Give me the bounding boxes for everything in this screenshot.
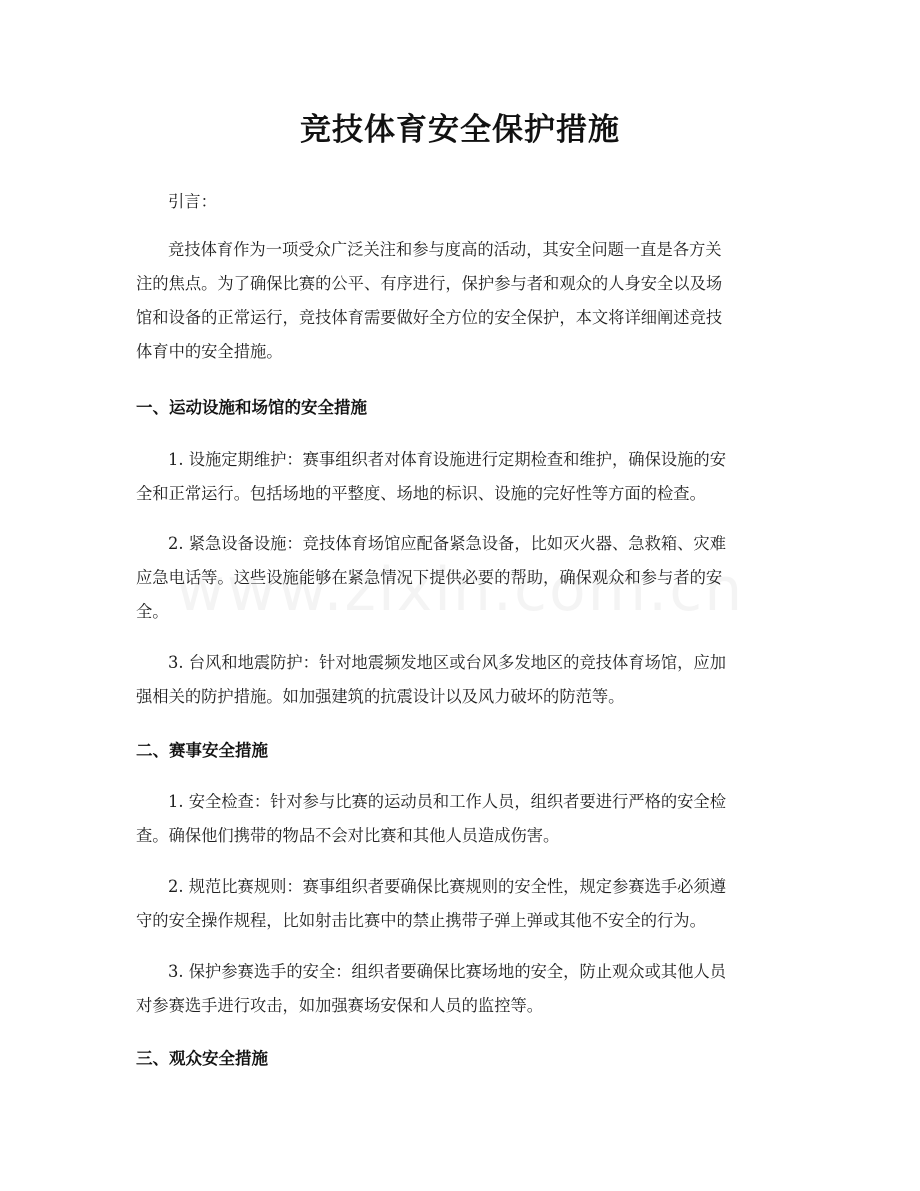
paragraph-line: 1. 设施定期维护：赛事组织者对体育设施进行定期检查和维护，确保设施的安 [168, 450, 726, 469]
section-heading-facilities: 一、运动设施和场馆的安全措施 [136, 398, 367, 417]
section-heading-event-safety: 二、赛事安全措施 [136, 741, 268, 760]
paragraph-line: 守的安全操作规程，比如射击比赛中的禁止携带子弹上弹或其他不安全的行为。 [136, 911, 706, 930]
intro-label: 引言： [168, 192, 217, 211]
paragraph-line: 2. 规范比赛规则：赛事组织者要确保比赛规则的安全性，规定参赛选手必须遵 [168, 877, 726, 896]
section-heading-spectator-safety: 三、观众安全措施 [136, 1049, 268, 1068]
intro-line: 体育中的安全措施。 [136, 342, 283, 361]
intro-line: 竞技体育作为一项受众广泛关注和参与度高的活动，其安全问题一直是各方关 [168, 240, 722, 259]
paragraph-line: 应急电话等。这些设施能够在紧急情况下提供必要的帮助，确保观众和参与者的安 [136, 568, 723, 587]
intro-line: 馆和设备的正常运行，竞技体育需要做好全方位的安全保护，本文将详细阐述竞技 [136, 308, 723, 327]
paragraph-line: 3. 台风和地震防护：针对地震频发地区或台风多发地区的竞技体育场馆，应加 [168, 653, 726, 672]
paragraph-line: 3. 保护参赛选手的安全：组织者要确保比赛场地的安全，防止观众或其他人员 [168, 962, 726, 981]
page-title: 竞技体育安全保护措施 [300, 112, 620, 148]
paragraph-line: 全和正常运行。包括场地的平整度、场地的标识、设施的完好性等方面的检查。 [136, 484, 706, 503]
intro-line: 注的焦点。为了确保比赛的公平、有序进行，保护参与者和观众的人身安全以及场 [136, 274, 723, 293]
paragraph-line: 查。确保他们携带的物品不会对比赛和其他人员造成伤害。 [136, 826, 560, 845]
paragraph-line: 2. 紧急设备设施：竞技体育场馆应配备紧急设备，比如灭火器、急救箱、灾难 [168, 534, 726, 553]
paragraph-line: 全。 [136, 602, 169, 621]
paragraph-line: 1. 安全检查：针对参与比赛的运动员和工作人员，组织者要进行严格的安全检 [168, 792, 726, 811]
paragraph-line: 对参赛选手进行攻击，如加强赛场安保和人员的监控等。 [136, 996, 544, 1015]
paragraph-line: 强相关的防护措施。如加强建筑的抗震设计以及风力破坏的防范等。 [136, 687, 625, 706]
